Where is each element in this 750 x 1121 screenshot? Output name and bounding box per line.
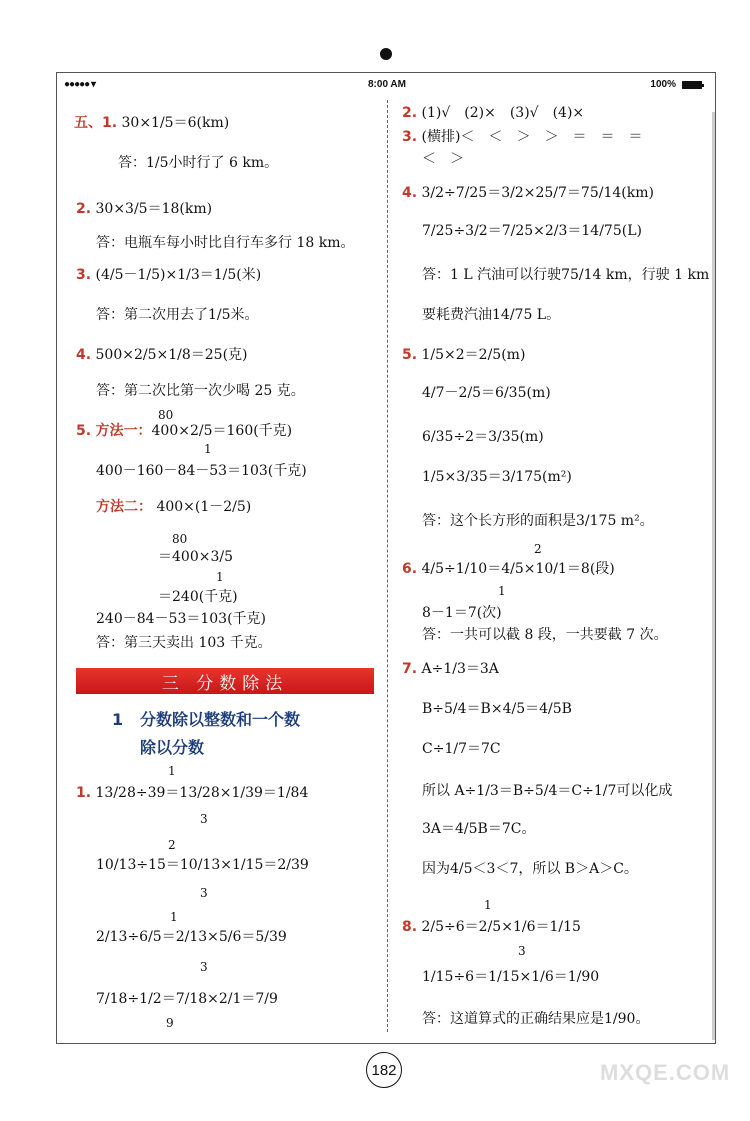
battery-level: 100% bbox=[650, 79, 676, 90]
answer-7-e: 3A＝4/5B＝7C。 bbox=[422, 821, 536, 837]
p1-b-bot: 3 bbox=[200, 886, 208, 900]
answer-6-c: 答：一共可以截 8 段，一共要截 7 次。 bbox=[422, 627, 668, 643]
answer-5-5-method2: 方法二： 400×(1－2/5) bbox=[96, 499, 252, 515]
answer-5-5-step4: ＝400×3/5 bbox=[158, 549, 233, 565]
status-bar bbox=[64, 79, 704, 93]
r6-bot: 1 bbox=[498, 584, 506, 598]
answer-8-b: 1/15÷6＝1/15×1/6＝1/90 bbox=[422, 969, 600, 985]
p1-c-bot: 3 bbox=[200, 960, 208, 974]
column-divider bbox=[387, 100, 388, 1032]
answer-4-b: 7/25÷3/2＝7/25×2/3＝14/75(L) bbox=[422, 223, 642, 239]
answer-5-5-step2: 400－160－84－53＝103(千克) bbox=[96, 463, 307, 479]
problem-1-a: 1. 13/28÷39＝13/28×1/39＝1/84 bbox=[76, 785, 309, 801]
cancel-80-a: 80 bbox=[158, 408, 174, 422]
cancel-1-b: 1 bbox=[216, 570, 224, 584]
answer-5-5-step5: ＝240(千克) bbox=[158, 589, 238, 605]
p1-c-top: 1 bbox=[170, 910, 178, 924]
answer-5-e: 答：这个长方形的面积是3/175 m²。 bbox=[422, 513, 654, 529]
camera-dot bbox=[380, 48, 392, 60]
p1-a-bot: 3 bbox=[200, 812, 208, 826]
answer-3-cont: ＜ ＞ bbox=[422, 151, 464, 167]
answer-4-c: 答：1 L 汽油可以行驶75/14 km，行驶 1 km bbox=[422, 267, 710, 283]
answer-6-b: 8－1＝7(次) bbox=[422, 605, 502, 621]
answer-7-f: 因为4/5＜3＜7，所以 B＞A＞C。 bbox=[422, 861, 638, 877]
p1-a-top: 1 bbox=[168, 764, 176, 778]
answer-5-5-conclusion: 答：第三天卖出 103 千克。 bbox=[96, 635, 272, 651]
answer-8-c: 答：这道算式的正确结果应是1/90。 bbox=[422, 1011, 650, 1027]
status-time: 8:00 AM bbox=[368, 79, 406, 90]
r6-top: 2 bbox=[534, 542, 542, 556]
answer-5-3-conclusion: 答：第二次用去了1/5米。 bbox=[96, 307, 259, 323]
section-title-2: 除以分数 bbox=[140, 738, 205, 757]
answer-5-5: 5. 方法一：400×2/5＝160(千克) bbox=[76, 423, 293, 439]
r8-top: 1 bbox=[484, 898, 492, 912]
answer-3: 3. (横排)＜ ＜ ＞ ＞ ＝ ＝ ＝ bbox=[402, 129, 643, 145]
answer-5-d: 1/5×3/35＝3/175(m²) bbox=[422, 469, 572, 485]
answer-6: 6. 4/5÷1/10＝4/5×10/1＝8(段) bbox=[402, 561, 615, 577]
problem-1-b: 10/13÷15＝10/13×1/15＝2/39 bbox=[96, 857, 309, 873]
answer-5-2: 2. 30×3/5＝18(km) bbox=[76, 201, 213, 217]
answer-4-d: 要耗费汽油14/75 L。 bbox=[422, 307, 561, 323]
answer-5-5-step6: 240－84－53＝103(千克) bbox=[96, 611, 266, 627]
chapter-banner: 三 分数除法 bbox=[76, 668, 374, 694]
answer-7-c: C÷1/7＝7C bbox=[422, 741, 501, 757]
battery-icon bbox=[682, 81, 702, 89]
answer-5-4: 4. 500×2/5×1/8＝25(克) bbox=[76, 347, 248, 363]
answer-7: 7. A÷1/3＝3A bbox=[402, 661, 499, 677]
page-edge bbox=[712, 112, 715, 1040]
section-number: 1 bbox=[112, 710, 124, 729]
answer-5-c: 6/35÷2＝3/35(m) bbox=[422, 429, 544, 445]
signal-icon: ●●●●● ▾ bbox=[64, 79, 95, 90]
r8-bot: 3 bbox=[518, 944, 526, 958]
answer-5: 5. 1/5×2＝2/5(m) bbox=[402, 347, 526, 363]
page-number: 182 bbox=[366, 1052, 402, 1088]
answer-7-d: 所以 A÷1/3＝B÷5/4＝C÷1/7可以化成 bbox=[422, 783, 673, 799]
answer-5-3: 3. (4/5－1/5)×1/3＝1/5(米) bbox=[76, 267, 262, 283]
answer-5-2-conclusion: 答：电瓶车每小时比自行车多行 18 km。 bbox=[96, 235, 355, 251]
cancel-1-a: 1 bbox=[204, 442, 212, 456]
cancel-80-b: 80 bbox=[172, 532, 188, 546]
p1-b-top: 2 bbox=[168, 838, 176, 852]
p1-d-bot: 9 bbox=[166, 1016, 174, 1030]
problem-1-c: 2/13÷6/5＝2/13×5/6＝5/39 bbox=[96, 929, 287, 945]
answer-5-1: 五、1. 30×1/5＝6(km) bbox=[74, 115, 230, 131]
answer-5-4-conclusion: 答：第二次比第一次少喝 25 克。 bbox=[96, 383, 305, 399]
answer-8: 8. 2/5÷6＝2/5×1/6＝1/15 bbox=[402, 919, 581, 935]
problem-1-d: 7/18÷1/2＝7/18×2/1＝7/9 bbox=[96, 991, 278, 1007]
watermark-logo: MXQE.COM bbox=[600, 1060, 731, 1085]
answer-5-1-conclusion: 答：1/5小时行了 6 km。 bbox=[118, 155, 279, 171]
answer-5-b: 4/7－2/5＝6/35(m) bbox=[422, 385, 551, 401]
answer-7-b: B÷5/4＝B×4/5＝4/5B bbox=[422, 701, 572, 717]
answer-2: 2. (1)√ (2)× (3)√ (4)× bbox=[402, 105, 585, 121]
answer-4: 4. 3/2÷7/25＝3/2×25/7＝75/14(km) bbox=[402, 185, 654, 201]
section-title-1: 分数除以整数和一个数 bbox=[140, 710, 301, 729]
